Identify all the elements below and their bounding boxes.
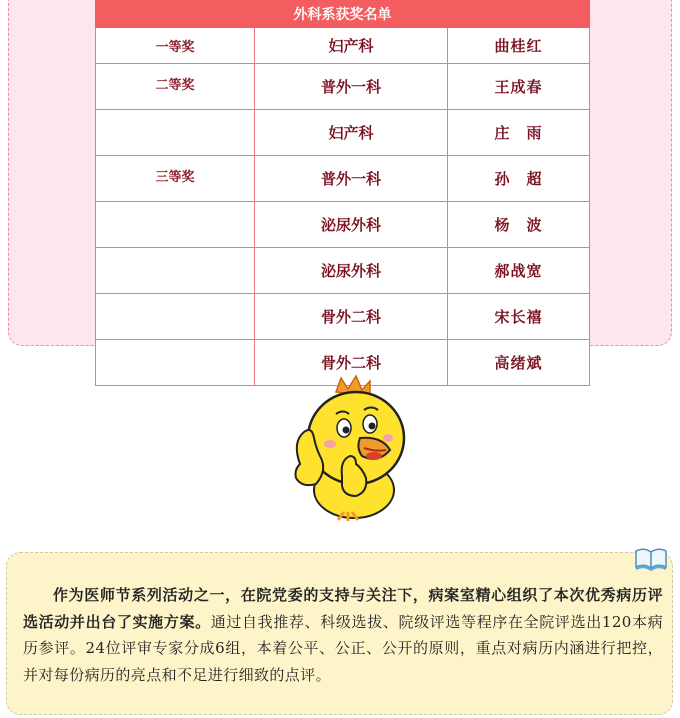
- winner-name: 孙 超: [448, 156, 590, 202]
- department: 普外一科: [255, 156, 448, 202]
- winner-name: 郝战宽: [448, 248, 590, 294]
- table-row: [96, 110, 590, 156]
- winner-name: 王成春: [448, 64, 590, 110]
- intro-plain-text: 通过自我推荐、科级选拔、院级评选等程序在全院评选出120本病历参评。24位评审专家分成6组，本着公平、公正、公开的原则，重点对病历内涵进行把控，并对每份病历的亮点和不足进行细致的点评。: [23, 612, 663, 684]
- award-level: [96, 202, 255, 248]
- intro-panel: [6, 552, 673, 715]
- award-table-header-row: [96, 1, 590, 28]
- department: 妇产科: [255, 28, 448, 64]
- award-level: [96, 248, 255, 294]
- award-level: 三等奖: [96, 156, 255, 202]
- award-table-title: 外科系获奖名单: [96, 1, 590, 28]
- award-level: [96, 110, 255, 156]
- winner-name: 宋长禧: [448, 294, 590, 340]
- table-row: [96, 28, 590, 64]
- department: 骨外二科: [255, 294, 448, 340]
- winner-name: 高绪斌: [448, 340, 590, 386]
- table-row: [96, 294, 590, 340]
- table-row: [96, 248, 590, 294]
- intro-bold-text: 作为医师节系列活动之一，在院党委的支持与关注下，病案室精心组织了本次优秀病历评选活动并出台了实施方案。: [23, 586, 663, 631]
- award-level: [96, 294, 255, 340]
- table-row: [96, 156, 590, 202]
- table-row: [96, 64, 590, 110]
- award-level: 一等奖: [96, 28, 255, 64]
- department: 妇产科: [255, 110, 448, 156]
- winner-name: 庄 雨: [448, 110, 590, 156]
- department: 骨外二科: [255, 340, 448, 386]
- award-table: [95, 0, 590, 386]
- award-level: [96, 340, 255, 386]
- winner-name: 杨 波: [448, 202, 590, 248]
- winner-name: 曲桂红: [448, 28, 590, 64]
- open-book-icon: [634, 543, 668, 573]
- cartoon-chick-thumbs-up-icon: [286, 372, 416, 522]
- table-row: [96, 202, 590, 248]
- award-level: 二等奖: [96, 64, 255, 110]
- department: 普外一科: [255, 64, 448, 110]
- intro-paragraph: [23, 582, 663, 688]
- department: 泌尿外科: [255, 248, 448, 294]
- department: 泌尿外科: [255, 202, 448, 248]
